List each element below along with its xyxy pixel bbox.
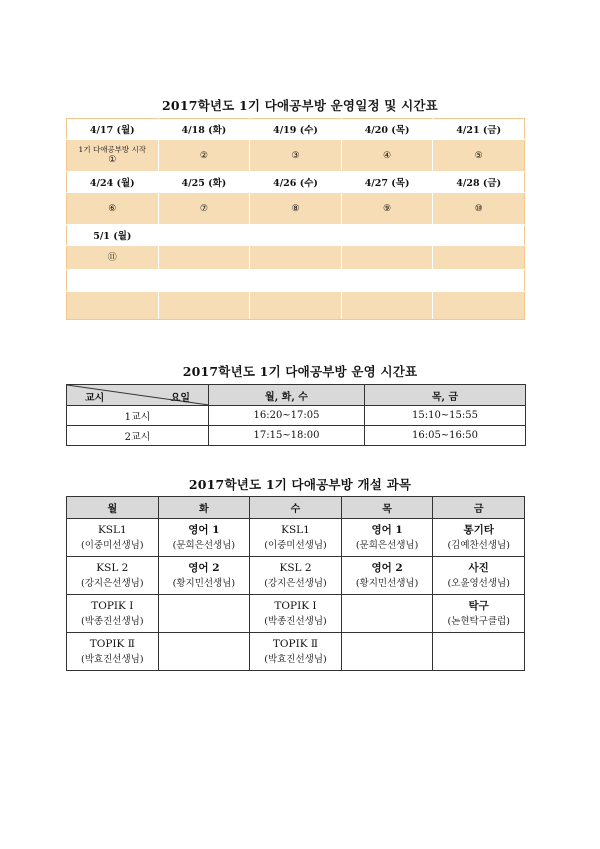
date-cell: 4/24 (월) — [67, 172, 159, 193]
subject-name: KSL 2 — [279, 561, 312, 574]
session-cell — [67, 193, 159, 225]
period-label: 1교시 — [67, 406, 209, 426]
day-header: 목 — [341, 497, 433, 519]
subject-cell — [158, 633, 250, 671]
subject-cell — [341, 557, 433, 595]
period-day-header — [67, 385, 209, 406]
subject-cell — [341, 633, 433, 671]
period-time: 16:20~17:05 — [209, 406, 365, 426]
date-cell — [158, 270, 250, 292]
day-header: 월 — [67, 497, 159, 519]
teacher-name: (박효진선생님) — [264, 653, 327, 665]
date-cell: 4/17 (월) — [67, 119, 159, 140]
session-cell — [433, 193, 525, 225]
teacher-name: (박종진선생님) — [264, 615, 327, 627]
session-cell — [158, 140, 250, 172]
period-time: 15:10~15:55 — [365, 406, 526, 426]
subject-cell — [158, 595, 250, 633]
date-cell — [433, 270, 525, 292]
session-cell — [158, 193, 250, 225]
subject-name: 영어 1 — [371, 523, 403, 536]
session-cell — [67, 140, 159, 172]
period-time: 16:05~16:50 — [365, 426, 526, 446]
subject-name: 사진 — [468, 561, 489, 574]
session-cell — [433, 140, 525, 172]
subjects-row — [67, 595, 525, 633]
days-header-thu-fri: 목, 금 — [365, 385, 526, 406]
teacher-name: (논현탁구클럽) — [447, 615, 510, 627]
session-cell — [433, 292, 525, 320]
day-header: 금 — [433, 497, 525, 519]
teacher-name: (문희은선생님) — [172, 539, 236, 551]
subject-cell — [341, 519, 433, 557]
date-cell: 4/27 (목) — [341, 172, 433, 193]
subjects-table — [66, 496, 525, 671]
session-cell — [250, 292, 342, 320]
session-cell — [158, 246, 250, 270]
subject-cell — [250, 595, 342, 633]
teacher-name: (황지민선생님) — [172, 577, 236, 589]
date-cell: 4/19 (수) — [250, 119, 342, 140]
subject-cell — [433, 519, 525, 557]
teacher-name: (박효진선생님) — [81, 653, 144, 665]
subject-name: 영어 1 — [188, 523, 220, 536]
date-cell — [341, 270, 433, 292]
subject-name: 영어 2 — [188, 561, 220, 574]
week1-session-row — [67, 140, 525, 172]
subject-cell — [250, 519, 342, 557]
session-cell — [67, 292, 159, 320]
date-cell: 4/20 (목) — [341, 119, 433, 140]
periods-title: 2017학년도 1기 다애공부방 운영 시간표 — [182, 364, 418, 379]
session-cell — [250, 193, 342, 225]
subject-cell — [433, 595, 525, 633]
period-header-row — [67, 385, 526, 406]
subject-cell — [67, 595, 159, 633]
subject-name: TOPIK Ⅱ — [272, 637, 319, 650]
subject-name: TOPIK Ⅰ — [91, 599, 134, 612]
date-cell — [433, 225, 525, 246]
period-label: 2교시 — [67, 426, 209, 446]
subject-name: KSL1 — [281, 523, 310, 536]
session-number: ⑧ — [291, 203, 300, 214]
period-timetable — [66, 384, 526, 446]
session-cell — [341, 140, 433, 172]
date-cell: 4/28 (금) — [433, 172, 525, 193]
session-cell — [341, 246, 433, 270]
session-number: ① — [108, 155, 117, 165]
day-header-label: 요일 — [170, 393, 190, 404]
date-cell: 4/26 (수) — [250, 172, 342, 193]
subject-name: TOPIK Ⅱ — [89, 637, 135, 650]
days-header-mon-wed: 월, 화, 수 — [209, 385, 365, 406]
day-header: 수 — [250, 497, 342, 519]
subject-cell — [433, 633, 525, 671]
period-header-label: 교시 — [85, 393, 105, 404]
subjects-row — [67, 633, 525, 671]
session-cell — [158, 292, 250, 320]
subject-name: 탁구 — [468, 599, 489, 612]
session-number: ③ — [291, 150, 300, 161]
session-cell — [341, 193, 433, 225]
subject-cell — [67, 519, 159, 557]
date-cell — [341, 225, 433, 246]
teacher-name: (황지민선생님) — [355, 577, 419, 589]
teacher-name: (김예찬선생님) — [447, 539, 510, 551]
date-cell: 4/25 (화) — [158, 172, 250, 193]
subject-cell — [433, 557, 525, 595]
subject-name: 영어 2 — [371, 561, 403, 574]
week2-session-row — [67, 193, 525, 225]
subjects-header-row — [67, 497, 525, 519]
date-cell: 4/21 (금) — [433, 119, 525, 140]
teacher-name: (강지은선생님) — [264, 577, 327, 589]
start-label: 1기 다애공부방 시작 — [78, 145, 147, 154]
session-number: ⑨ — [383, 203, 392, 214]
subject-cell — [158, 557, 250, 595]
period-row — [67, 406, 526, 426]
day-header: 화 — [158, 497, 250, 519]
subject-name: TOPIK Ⅰ — [274, 599, 317, 612]
subject-cell — [341, 595, 433, 633]
subjects-title: 2017학년도 1기 다애공부방 개설 과목 — [188, 477, 412, 492]
teacher-name: (강지은선생님) — [81, 577, 144, 589]
date-cell — [250, 225, 342, 246]
week3-session-row — [67, 246, 525, 270]
teacher-name: (박종진선생님) — [81, 615, 144, 627]
session-number: ② — [199, 150, 208, 161]
subject-name: 통기타 — [463, 523, 494, 536]
date-cell — [250, 270, 342, 292]
session-number: ⑩ — [474, 203, 483, 214]
week4-session-row — [67, 292, 525, 320]
date-cell — [67, 270, 159, 292]
week2-date-row — [67, 172, 525, 193]
session-number: ⑤ — [474, 150, 483, 161]
session-number: ⑦ — [199, 203, 208, 214]
week3-date-row — [67, 225, 525, 246]
session-number: ④ — [383, 150, 392, 161]
subject-cell — [250, 557, 342, 595]
subject-cell — [158, 519, 250, 557]
subject-name: KSL1 — [97, 523, 127, 536]
subject-cell — [67, 633, 159, 671]
subject-cell — [67, 557, 159, 595]
period-row — [67, 426, 526, 446]
teacher-name: (오윤영선생님) — [447, 577, 510, 589]
week1-date-row — [67, 119, 525, 140]
session-cell — [250, 246, 342, 270]
date-cell: 5/1 (월) — [67, 225, 159, 246]
subjects-row — [67, 519, 525, 557]
session-cell — [433, 246, 525, 270]
period-time: 17:15~18:00 — [209, 426, 365, 446]
subject-cell — [250, 633, 342, 671]
session-cell — [67, 246, 159, 270]
date-cell — [158, 225, 250, 246]
week4-date-row — [67, 270, 525, 292]
date-cell: 4/18 (화) — [158, 119, 250, 140]
teacher-name: (문희은선생님) — [355, 539, 419, 551]
teacher-name: (이중미선생님) — [81, 539, 144, 551]
subjects-row — [67, 557, 525, 595]
schedule-title: 2017학년도 1기 다애공부방 운영일정 및 시간표 — [162, 98, 438, 113]
session-cell — [341, 292, 433, 320]
subject-name: KSL 2 — [96, 561, 129, 574]
session-cell — [250, 140, 342, 172]
teacher-name: (이중미선생님) — [264, 539, 327, 551]
schedule-calendar — [66, 118, 525, 320]
session-number: ⑪ — [107, 252, 117, 263]
session-number: ⑥ — [108, 203, 117, 214]
